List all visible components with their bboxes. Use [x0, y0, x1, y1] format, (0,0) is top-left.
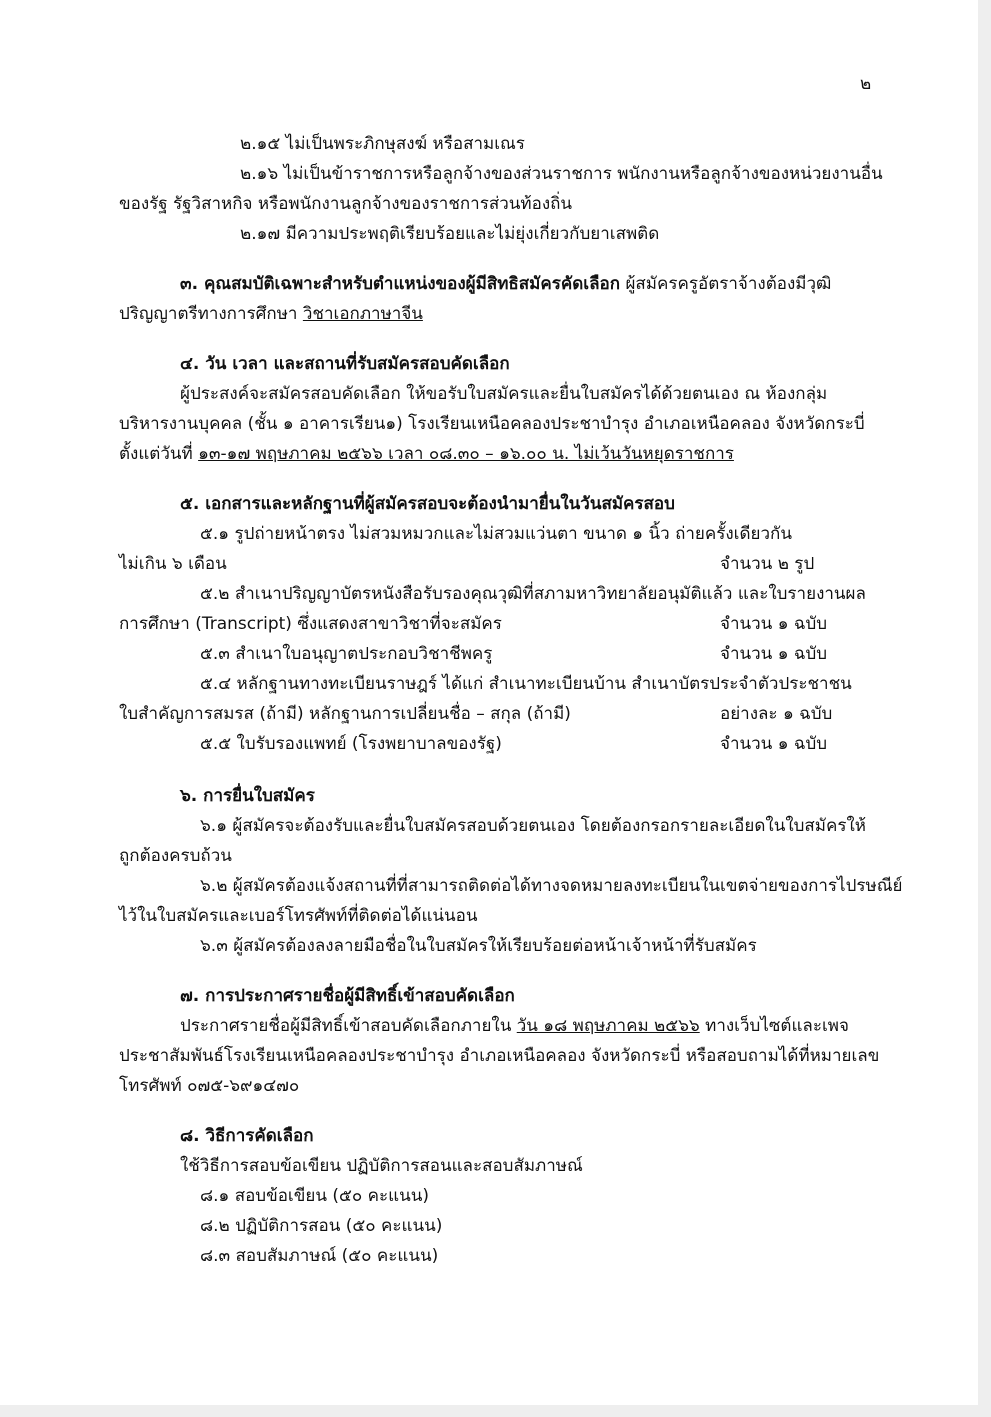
section-7-line2: ประชาสัมพันธ์โรงเรียนเหนือคลองประชาบำรุง อำเภอเหนือคลอง จังหวัดกระบี่ หรือสอบถามได้ที่หมายเลข	[119, 1046, 880, 1066]
section-3-text: ผู้สมัครครูอัตราจ้างต้องมีวุฒิ	[620, 274, 832, 294]
section-4-heading: ๔. วัน เวลา และสถานที่รับสมัครสอบคัดเลือก	[180, 354, 510, 374]
item-6-1-line2: ถูกต้องครบถ้วน	[119, 846, 232, 866]
section-8-line1: ใช้วิธีการสอบข้อเขียน ปฏิบัติการสอนและสอบสัมภาษณ์	[180, 1156, 583, 1176]
item-5-4-quantity: อย่างละ ๑ ฉบับ	[720, 704, 833, 724]
item-5-3: ๕.๓ สำเนาใบอนุญาตประกอบวิชาชีพครู	[200, 644, 493, 664]
item-5-3-quantity: จำนวน ๑ ฉบับ	[720, 644, 828, 664]
section-4-date-range: ๑๓-๑๗ พฤษภาคม ๒๕๖๖ เวลา ๐๘.๓๐ – ๑๖.๐๐ น. ไม่เว้นวันหยุดราชการ	[198, 444, 734, 464]
section-4-date-lead: ตั้งแต่วันที่	[119, 444, 199, 464]
item-5-4-line1: ๕.๔ หลักฐานทางทะเบียนราษฎร์ ได้แก่ สำเนาทะเบียนบ้าน สำเนาบัตรประจำตัวประชาชน	[200, 674, 852, 694]
item-6-2-line1: ๖.๒ ผู้สมัครต้องแจ้งสถานที่ที่สามารถติดต่อได้ทางจดหมายลงทะเบียนในเขตจ่ายของการไปรษณีย์	[200, 876, 903, 896]
item-2-15: ๒.๑๕ ไม่เป็นพระภิกษุสงฆ์ หรือสามเณร	[240, 134, 525, 154]
item-2-17: ๒.๑๗ มีความประพฤติเรียบร้อยและไม่ยุ่งเกี่ยวกับยาเสพติด	[240, 224, 660, 244]
item-5-4-line2: ใบสำคัญการสมรส (ถ้ามี) หลักฐานการเปลี่ยนชื่อ – สกุล (ถ้ามี)	[119, 704, 571, 724]
section-6-heading: ๖. การยื่นใบสมัคร	[180, 786, 315, 806]
item-8-3: ๘.๓ สอบสัมภาษณ์ (๕๐ คะแนน)	[200, 1246, 439, 1266]
section-5-heading: ๕. เอกสารและหลักฐานที่ผู้สมัครสอบจะต้องนำมายื่นในวันสมัครสอบ	[180, 494, 675, 514]
item-5-1-line2: ไม่เกิน ๖ เดือน	[119, 554, 227, 574]
section-4-line1: ผู้ประสงค์จะสมัครสอบคัดเลือก ให้ขอรับใบสมัครและยื่นใบสมัครได้ด้วยตนเอง ณ ห้องกลุ่ม	[180, 384, 828, 404]
item-6-3: ๖.๓ ผู้สมัครต้องลงลายมือชื่อในใบสมัครให้เรียบร้อยต่อหน้าเจ้าหน้าที่รับสมัคร	[200, 936, 757, 956]
section-4-line3	[119, 443, 734, 465]
page-number: ๒	[860, 74, 872, 94]
item-5-2-line1: ๕.๒ สำเนาปริญญาบัตรหนังสือรับรองคุณวุฒิที่สภามหาวิทยาลัยอนุมัติแล้ว และใบรายงานผล	[200, 584, 866, 604]
item-8-2: ๘.๒ ปฏิบัติการสอน (๕๐ คะแนน)	[200, 1216, 443, 1236]
item-5-2-line2: การศึกษา (Transcript) ซึ่งแสดงสาขาวิชาที่จะสมัคร	[119, 614, 502, 634]
section-3-heading: ๓. คุณสมบัติเฉพาะสำหรับตำแหน่งของผู้มีสิทธิสมัครคัดเลือก	[180, 274, 621, 294]
item-2-16-line1: ๒.๑๖ ไม่เป็นข้าราชการหรือลูกจ้างของส่วนราชการ พนักงานหรือลูกจ้างของหน่วยงานอื่น	[240, 164, 883, 184]
item-5-1-quantity: จำนวน ๒ รูป	[720, 554, 815, 574]
section-3-line1	[180, 273, 831, 295]
section-3-line2	[119, 303, 423, 325]
item-2-16-line2: ของรัฐ รัฐวิสาหกิจ หรือพนักงานลูกจ้างของราชการส่วนท้องถิ่น	[119, 194, 573, 214]
item-8-1: ๘.๑ สอบข้อเขียน (๕๐ คะแนน)	[200, 1186, 429, 1206]
section-7-phone: โทรศัพท์ ๐๗๕-๖๙๑๔๗๐	[119, 1076, 300, 1096]
item-5-1-line1: ๕.๑ รูปถ่ายหน้าตรง ไม่สวมหมวกและไม่สวมแว่นตา ขนาด ๑ นิ้ว ถ่ายครั้งเดียวกัน	[200, 524, 792, 544]
section-7-text-lead: ประกาศรายชื่อผู้มีสิทธิ์เข้าสอบคัดเลือกภายใน	[180, 1016, 517, 1036]
item-5-5: ๕.๕ ใบรับรองแพทย์ (โรงพยาบาลของรัฐ)	[200, 734, 502, 754]
section-3-degree: ปริญญาตรีทางการศึกษา	[119, 304, 303, 324]
item-6-2-line2: ไว้ในใบสมัครและเบอร์โทรศัพท์ที่ติดต่อได้แน่นอน	[119, 906, 478, 926]
section-7-text-tail: ทางเว็บไซต์และเพจ	[699, 1016, 849, 1036]
section-4-line2: บริหารงานบุคคล (ชั้น ๑ อาคารเรียน๑) โรงเรียนเหนือคลองประชาบำรุง อำเภอเหนือคลอง จังหวัดกระบี่	[119, 414, 865, 434]
section-7-date: วัน ๑๘ พฤษภาคม ๒๕๖๖	[516, 1016, 700, 1036]
section-3-major: วิชาเอกภาษาจีน	[302, 304, 423, 324]
item-5-5-quantity: จำนวน ๑ ฉบับ	[720, 734, 828, 754]
section-8-heading: ๘. วิธีการคัดเลือก	[180, 1126, 314, 1146]
item-5-2-quantity: จำนวน ๑ ฉบับ	[720, 614, 828, 634]
section-7-heading: ๗. การประกาศรายชื่อผู้มีสิทธิ์เข้าสอบคัดเลือก	[180, 986, 515, 1006]
item-6-1-line1: ๖.๑ ผู้สมัครจะต้องรับและยื่นใบสมัครสอบด้วยตนเอง โดยต้องกรอกรายละเอียดในใบสมัครให้	[200, 816, 866, 836]
section-7-line1	[180, 1015, 849, 1037]
